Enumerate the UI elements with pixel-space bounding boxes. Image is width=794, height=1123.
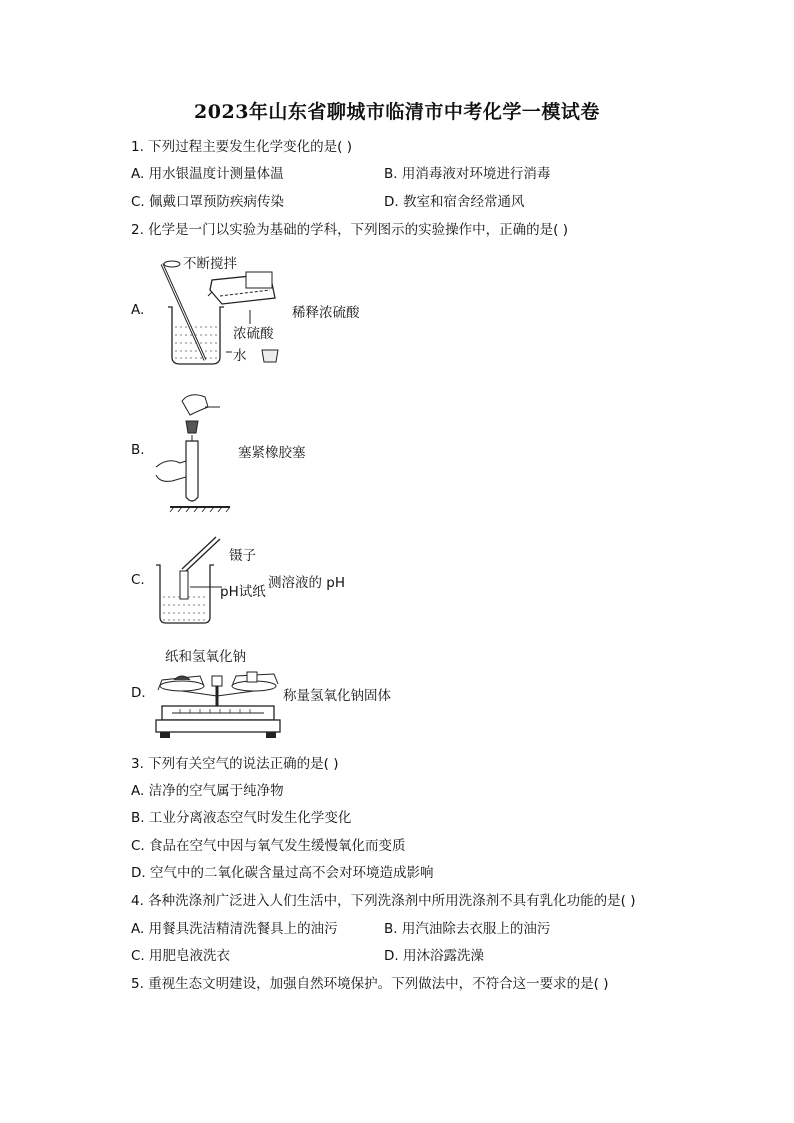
q3-option-b[interactable]: B. 工业分离液态空气时发生化学变化 xyxy=(131,810,352,826)
test-tube-stopper-figure xyxy=(150,385,240,515)
q2-option-d-caption: 称量氢氧化钠固体 xyxy=(283,688,391,704)
q2-stem: 2. 化学是一门以实验为基础的学科，下列图示的实验操作中，正确的是( ) xyxy=(131,222,568,238)
q4-stem: 4. 各种洗涤剂广泛进入人们生活中，下列洗涤剂中所用洗涤剂不具有乳化功能的是( ) xyxy=(131,893,636,909)
q1-option-b[interactable]: B. 用消毒液对环境进行消毒 xyxy=(384,166,551,182)
q4-option-b[interactable]: B. 用汽油除去衣服上的油污 xyxy=(384,921,551,937)
q3-option-c[interactable]: C. 食品在空气中因与氧气发生缓慢氧化而变质 xyxy=(131,838,406,854)
balance-figure xyxy=(150,662,285,742)
label-water: 水 xyxy=(233,348,247,364)
label-paper-naoh: 纸和氢氧化钠 xyxy=(165,649,246,665)
q2-option-b-caption: 塞紧橡胶塞 xyxy=(238,445,306,461)
label-concentrated-acid: 浓硫酸 xyxy=(233,326,274,342)
q4-option-a[interactable]: A. 用餐具洗洁精清洗餐具上的油污 xyxy=(131,921,338,937)
q3-stem: 3. 下列有关空气的说法正确的是( ) xyxy=(131,756,339,772)
q1-option-c[interactable]: C. 佩戴口罩预防疾病传染 xyxy=(131,194,285,210)
q2-option-d-letter[interactable]: D. xyxy=(131,685,146,701)
q3-option-a[interactable]: A. 洁净的空气属于纯净物 xyxy=(131,783,284,799)
label-tweezers: 镊子 xyxy=(229,548,256,564)
q1-option-d[interactable]: D. 教室和宿舍经常通风 xyxy=(384,194,525,210)
q2-option-b-letter[interactable]: B. xyxy=(131,442,145,458)
q5-stem: 5. 重视生态文明建设，加强自然环境保护。下列做法中，不符合这一要求的是( ) xyxy=(131,976,609,992)
label-stir: 不断搅拌 xyxy=(183,256,237,272)
q3-option-d[interactable]: D. 空气中的二氧化碳含量过高不会对环境造成影响 xyxy=(131,865,434,881)
q2-option-a-letter[interactable]: A. xyxy=(131,302,145,318)
q2-option-a-caption: 稀释浓硫酸 xyxy=(292,305,360,321)
q4-option-c[interactable]: C. 用肥皂液洗衣 xyxy=(131,948,231,964)
balance-illustration xyxy=(150,662,285,742)
q2-option-c-letter[interactable]: C. xyxy=(131,572,145,588)
q2-option-c-caption: 测溶液的 pH xyxy=(268,575,346,591)
stopper-illustration xyxy=(150,385,240,515)
q1-option-a[interactable]: A. 用水银温度计测量体温 xyxy=(131,166,284,182)
label-ph-paper: pH试纸 xyxy=(220,584,266,600)
q4-option-d[interactable]: D. 用沐浴露洗澡 xyxy=(384,948,484,964)
exam-title: 2023年山东省聊城市临清市中考化学一模试卷 xyxy=(194,101,600,123)
q1-stem: 1. 下列过程主要发生化学变化的是( ) xyxy=(131,139,352,155)
